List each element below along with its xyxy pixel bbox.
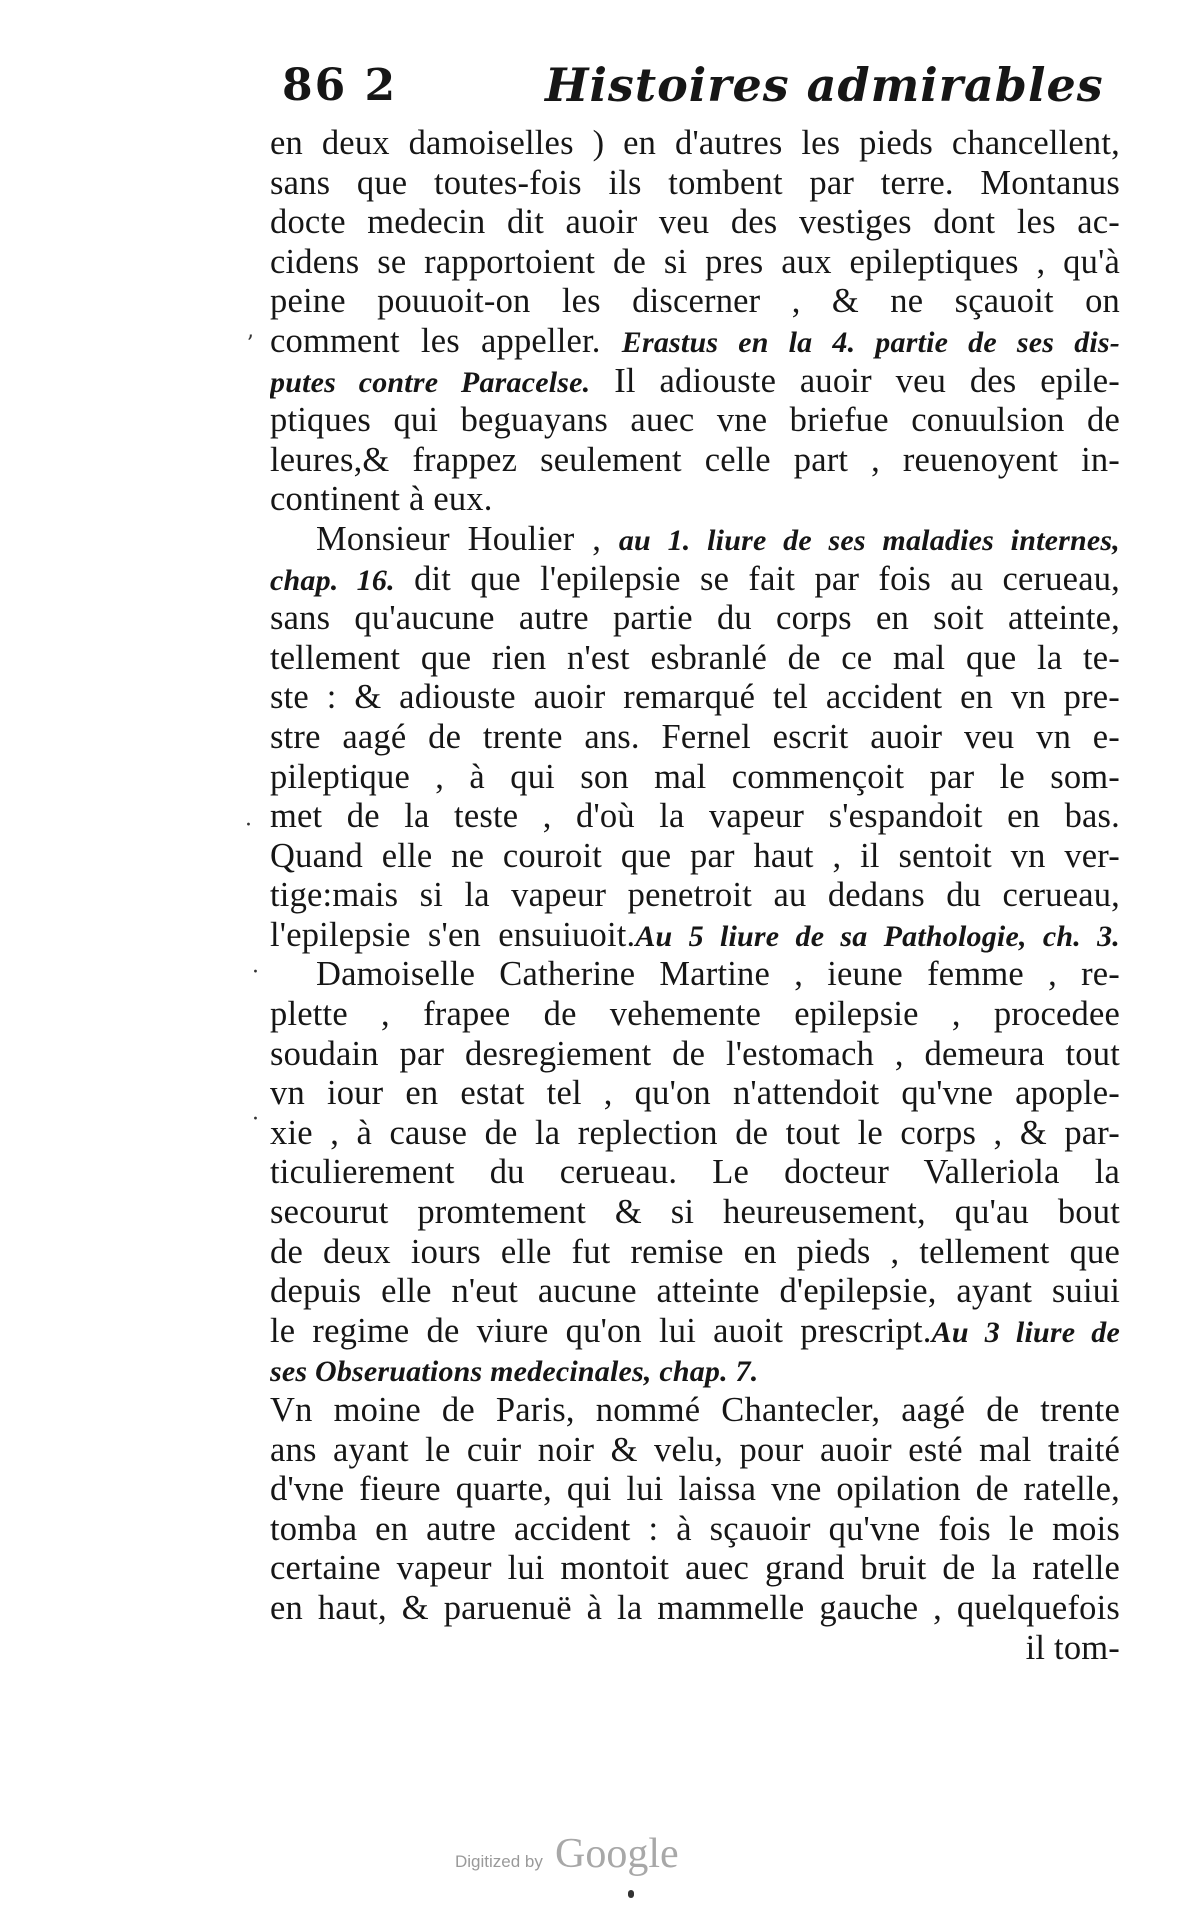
text-line: cidens se rapportoient de si pres aux epileptiques , qu'à	[270, 242, 1120, 281]
text-line: ans ayant le cuir noir & velu, pour auoir esté mal traité	[270, 1430, 1120, 1469]
citation-erastus: Erastus en la 4. partie de ses dis-	[621, 325, 1120, 359]
text-segment: Monsieur Houlier ,	[316, 519, 602, 558]
text-line: Damoiselle Catherine Martine , ieune femme , re-	[316, 955, 1120, 994]
text-line: tige:mais si la vapeur penetroit au dedans du cerueau,	[270, 876, 1120, 915]
text-line	[270, 520, 1120, 560]
text-line: pileptique , à qui son mal commençoit par le som-	[270, 757, 1120, 796]
text-line: secourut promtement & si heureusement, qu'au bout	[270, 1193, 1120, 1232]
text-line: plette , frapee de vehemente epilepsie , procedee	[270, 995, 1120, 1034]
text-line	[270, 916, 1120, 956]
text-line: ptiques qui beguayans auec vne briefue conuulsion de	[270, 401, 1120, 440]
citation-valleriola: Au 3 liure de	[931, 1315, 1120, 1349]
text-segment: dit que l'epilepsie se fait par fois au cerueau,	[414, 559, 1120, 598]
text-line: en haut, & paruenuë à la mammelle gauche , quelquefois	[270, 1588, 1120, 1627]
text-line: de deux iours elle fut remise en pieds , tellement que	[270, 1232, 1120, 1271]
digitization-footer	[0, 1832, 1191, 1892]
margin-mark: ·	[252, 960, 259, 985]
citation-fernel: Au 5 liure de sa Pathologie, ch. 3.	[635, 919, 1120, 953]
text-line: depuis elle n'eut aucune atteinte d'epilepsie, ayant suiui	[270, 1272, 1120, 1311]
footer-mark	[628, 1890, 634, 1898]
text-line: sans qu'aucune autre partie du corps en soit atteinte,	[270, 599, 1120, 638]
text-line	[270, 322, 1120, 362]
text-line: stre aagé de trente ans. Fernel escrit auoir veu vn e-	[270, 717, 1120, 756]
text-line: peine pouuoit-on les discerner , & ne sçauoit on	[270, 282, 1120, 321]
google-logo: Google	[555, 1831, 679, 1877]
text-line: met de la teste , d'où la vapeur s'espandoit en bas.	[270, 797, 1120, 836]
page-number: 86 2	[282, 60, 398, 111]
body-text	[270, 124, 1120, 1668]
margin-mark: ·	[245, 813, 252, 838]
page-header	[270, 52, 1120, 122]
text-line	[270, 362, 1120, 402]
citation-paracelse: putes contre Paracelse.	[270, 365, 591, 399]
text-line: soudain par desregiement de l'estomach , demeura tout	[270, 1034, 1120, 1073]
text-line: certaine vapeur lui montoit auec grand bruit de la ratelle	[270, 1549, 1120, 1588]
text-line: Quand elle ne couroit que par haut , il sentoit vn ver-	[270, 836, 1120, 875]
margin-mark: ʼ	[246, 332, 253, 357]
text-line	[270, 560, 1120, 600]
text-line: en deux damoiselles ) en d'autres les pieds chancellent,	[270, 124, 1120, 162]
text-line: ticulierement du cerueau. Le docteur Valleriola la	[270, 1153, 1120, 1192]
citation-observations: ses Obseruations medecinales, chap. 7.	[270, 1355, 759, 1389]
catchword: il tom-	[1025, 1628, 1120, 1667]
text-line: ste : & adiouste auoir remarqué tel accident en vn pre-	[270, 678, 1120, 717]
text-line: docte medecin dit auoir veu des vestiges dont les ac-	[270, 203, 1120, 242]
text-line: Vn moine de Paris, nommé Chantecler, aagé de trente	[270, 1391, 1120, 1429]
text-line	[270, 1312, 1120, 1352]
citation-houlier: au 1. liure de ses maladies internes,	[618, 523, 1120, 557]
text-line: leures,& frappez seulement celle part , reuenoyent in-	[270, 440, 1120, 479]
text-segment: l'epilepsie s'en ensuiuoit.	[270, 915, 636, 954]
digitized-by-label: Digitized by	[455, 1852, 543, 1871]
text-line: continent à eux.	[270, 480, 493, 519]
citation-chapter: chap. 16.	[270, 563, 395, 597]
text-line: xie , à cause de la replection de tout le corps , & par-	[270, 1113, 1120, 1152]
text-line: tellement que rien n'est esbranlé de ce mal que la te-	[270, 638, 1120, 677]
text-segment: Il adiouste auoir veu des epile-	[614, 361, 1120, 400]
text-line: sans que toutes-fois ils tombent par terre. Montanus	[270, 163, 1120, 202]
text-segment: le regime de viure qu'on lui auoit prescript.	[270, 1311, 932, 1350]
text-line: tomba en autre accident : à sçauoir qu'vne fois le mois	[270, 1509, 1120, 1548]
margin-mark: ·	[252, 1107, 259, 1132]
text-line: vn iour en estat tel , qu'on n'attendoit qu'vne apople-	[270, 1074, 1120, 1113]
text-segment: comment les appeller.	[270, 321, 601, 360]
running-title: Histoires admirables	[545, 58, 1104, 112]
text-line: d'vne fieure quarte, qui lui laissa vne opilation de ratelle,	[270, 1470, 1120, 1509]
text-line	[270, 1351, 1120, 1391]
